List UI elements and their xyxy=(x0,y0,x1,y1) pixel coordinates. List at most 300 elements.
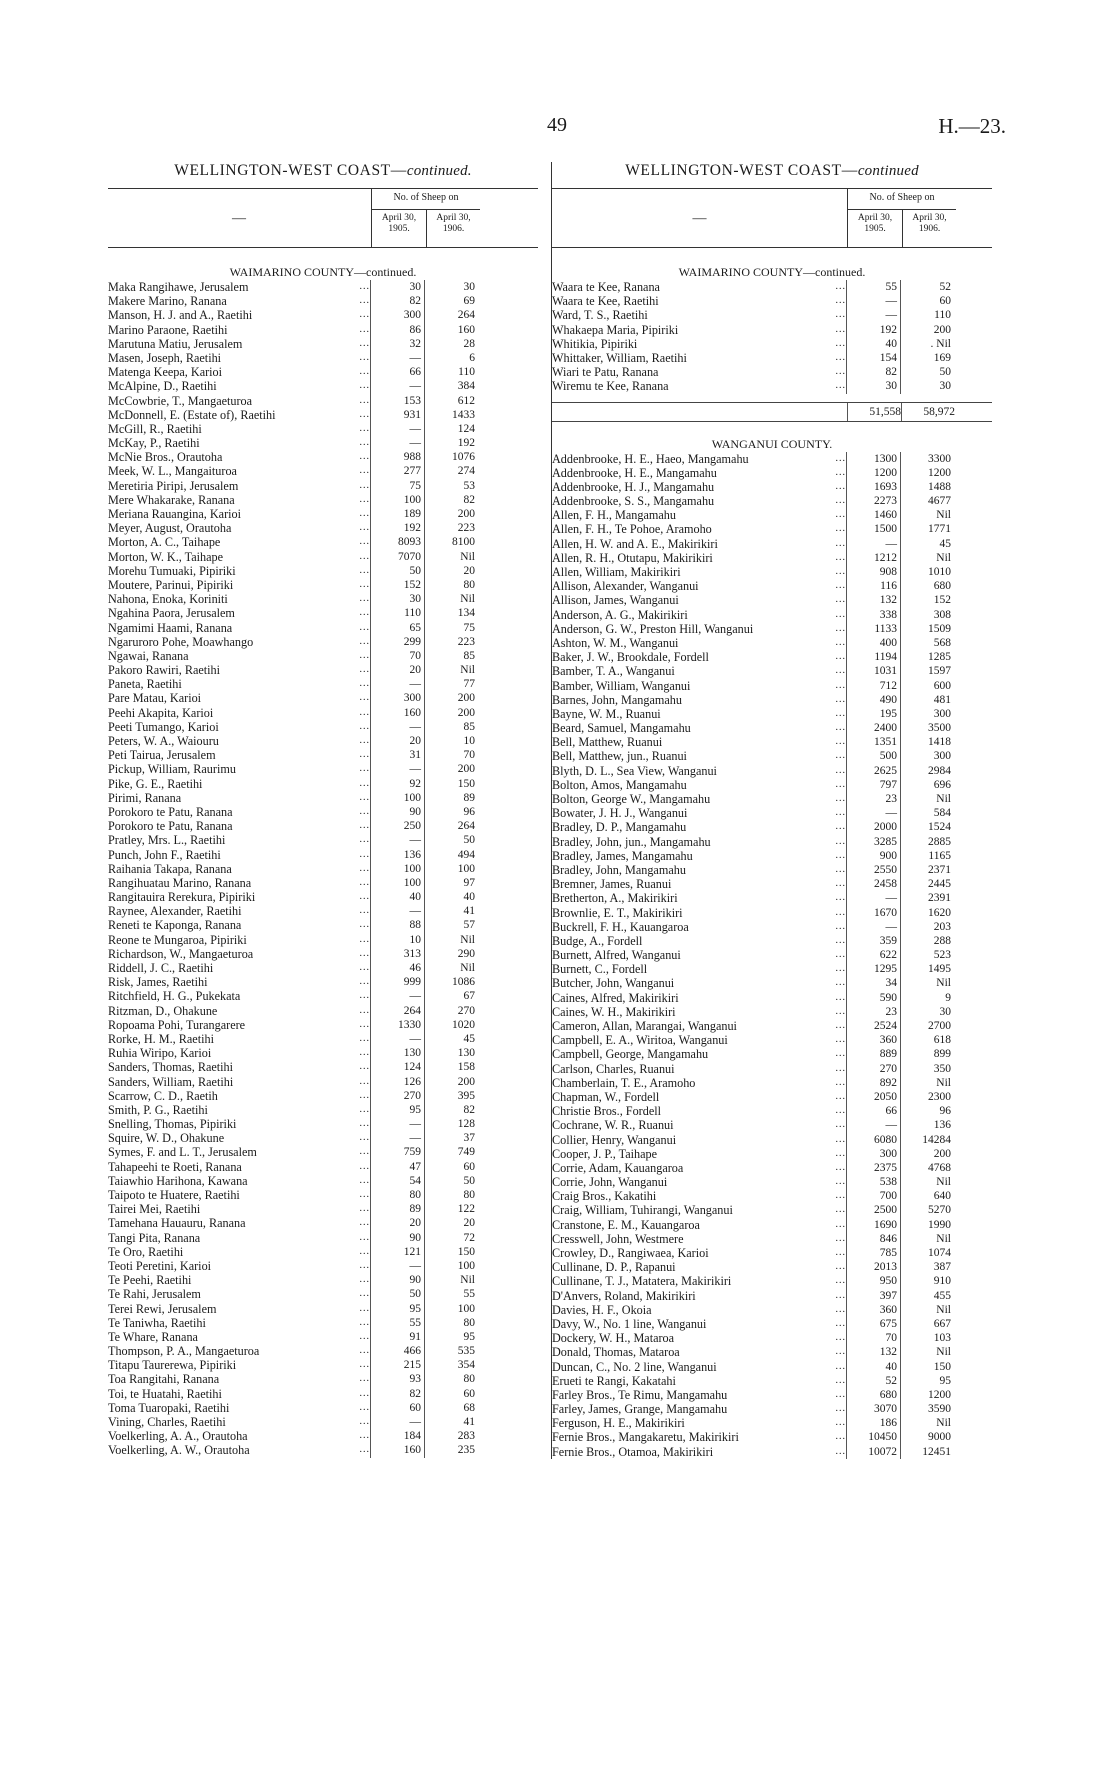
sheep-1905: 2458 xyxy=(846,877,901,891)
table-row xyxy=(108,606,538,620)
sheep-1906: 1086 xyxy=(452,976,475,989)
table-row xyxy=(552,1189,992,1203)
sheep-1906: 75 xyxy=(463,621,475,634)
sheep-1906: 523 xyxy=(933,949,951,962)
table-row xyxy=(552,664,992,678)
table-row xyxy=(552,735,992,749)
sheep-1905: 300 xyxy=(370,308,425,322)
table-row xyxy=(108,1358,538,1372)
sheep-1905: 1693 xyxy=(846,480,901,494)
sheep-1905: 55 xyxy=(370,1316,425,1330)
owner-name: Caines, Alfred, Makirikiri xyxy=(552,990,679,1005)
left-column-title xyxy=(108,162,538,188)
leader-dots: ... xyxy=(835,608,846,620)
sheep-1905: 40 xyxy=(370,890,425,904)
sheep-1906: Nil xyxy=(936,1076,951,1089)
sheep-1906: 69 xyxy=(463,295,475,308)
leader-dots: ... xyxy=(359,451,370,463)
owner-name: Cameron, Allan, Marangai, Wanganui xyxy=(552,1019,737,1033)
leader-dots: ... xyxy=(359,295,370,307)
owner-name: Voelkerling, A. A., Orautoha xyxy=(108,1429,248,1444)
owner-name: Bamber, T. A., Wanganui xyxy=(552,664,675,679)
sheep-1906: 128 xyxy=(457,1118,475,1131)
sheep-1906: 223 xyxy=(457,522,475,535)
leader-dots: ... xyxy=(835,594,846,606)
sheep-1905: — xyxy=(370,1117,425,1131)
sheep-1905: 121 xyxy=(370,1245,425,1259)
sheep-1905: 1300 xyxy=(846,452,901,466)
table-row xyxy=(108,280,538,294)
sheep-1906: 97 xyxy=(463,876,475,889)
table-row xyxy=(552,452,992,466)
owner-name: Mere Whakarake, Ranana xyxy=(108,492,235,507)
sheep-1905: — xyxy=(846,806,901,820)
sheep-1906: 4677 xyxy=(928,495,951,508)
sheep-1905: 2625 xyxy=(846,764,901,778)
table-row xyxy=(108,1103,538,1117)
table-row xyxy=(108,493,538,507)
table-row xyxy=(108,1032,538,1046)
table-row xyxy=(552,1388,992,1402)
table-row xyxy=(108,1075,538,1089)
section-heading-wanganui: WANGANUI COUNTY. xyxy=(711,436,833,451)
sheep-1905: 1200 xyxy=(846,466,901,480)
owner-name: Te Whare, Ranana xyxy=(108,1329,198,1344)
leader-dots: ... xyxy=(359,550,370,562)
owner-name: Symes, F. and L. T., Jerusalem xyxy=(108,1145,257,1160)
sheep-1906: 270 xyxy=(457,1004,475,1017)
leader-dots: ... xyxy=(835,1147,846,1159)
sheep-1905: 23 xyxy=(846,1005,901,1019)
sheep-1905: 20 xyxy=(370,734,425,748)
owner-name: Allen, H. W. and A. E., Makirikiri xyxy=(552,536,718,551)
table-row xyxy=(108,1004,538,1018)
header-dash: — xyxy=(692,211,707,226)
table-row xyxy=(108,1429,538,1443)
sheep-1905: 1330 xyxy=(370,1018,425,1032)
sheep-1906: 283 xyxy=(457,1430,475,1443)
owner-name: Ferguson, H. E., Makirikiri xyxy=(552,1416,685,1431)
owner-name: Brownlie, E. T., Makirikiri xyxy=(552,905,683,920)
leader-dots: ... xyxy=(359,1259,370,1271)
sheep-1905: 100 xyxy=(370,876,425,890)
sheep-1906: 288 xyxy=(933,934,951,947)
sheep-1906: 384 xyxy=(457,380,475,393)
table-row xyxy=(552,1147,992,1161)
sheep-1905: 675 xyxy=(846,1317,901,1331)
title-text: WELLINGTON-WEST COAST— xyxy=(625,162,858,179)
leader-dots: ... xyxy=(359,465,370,477)
left-table-body xyxy=(108,280,538,1458)
sheep-1906: 110 xyxy=(458,366,475,379)
sheep-1906: 55 xyxy=(463,1288,475,1301)
leader-dots: ... xyxy=(835,1133,846,1145)
owner-name: Budge, A., Fordell xyxy=(552,933,643,948)
sheep-1905: 500 xyxy=(846,749,901,763)
title-text: WELLINGTON-WEST COAST— xyxy=(174,162,407,179)
owner-name: McKay, P., Raetihi xyxy=(108,436,200,451)
table-header xyxy=(108,188,538,248)
leader-dots: ... xyxy=(835,821,846,833)
owner-name: Ngamimi Haami, Ranana xyxy=(108,620,233,635)
sheep-1905: — xyxy=(846,537,901,551)
leader-dots: ... xyxy=(359,848,370,860)
leader-dots: ... xyxy=(359,1174,370,1186)
owner-name: Whitikia, Pipiriki xyxy=(552,336,638,351)
sheep-1905: 82 xyxy=(370,294,425,308)
table-row xyxy=(108,1245,538,1259)
leader-dots: ... xyxy=(359,933,370,945)
document-code: H.—23. xyxy=(938,114,1006,138)
sheep-1905: — xyxy=(370,1131,425,1145)
leader-dots: ... xyxy=(359,380,370,392)
leader-dots: ... xyxy=(835,934,846,946)
sheep-1906: 354 xyxy=(457,1359,475,1372)
owner-name: Ward, T. S., Raetihi xyxy=(552,308,648,323)
sheep-1906: 136 xyxy=(933,1119,951,1132)
sheep-1906: 53 xyxy=(463,479,475,492)
sheep-1906: 200 xyxy=(933,1147,951,1160)
leader-dots: ... xyxy=(359,1118,370,1130)
leader-dots: ... xyxy=(835,380,846,392)
sheep-1906: 1074 xyxy=(928,1247,951,1259)
sheep-1906: Nil xyxy=(936,1346,951,1359)
owner-name: Marino Paraone, Raetihi xyxy=(108,322,228,337)
sheep-1906: 3500 xyxy=(928,722,951,735)
leader-dots: ... xyxy=(359,905,370,917)
sheep-1906: 169 xyxy=(933,351,951,364)
table-row xyxy=(108,1302,538,1316)
table-row xyxy=(108,1372,538,1386)
leader-dots: ... xyxy=(359,1132,370,1144)
table-row xyxy=(552,1019,992,1033)
owner-name: Toa Rangitahi, Ranana xyxy=(108,1372,220,1387)
sheep-1905: 20 xyxy=(370,663,425,677)
table-row xyxy=(552,1331,992,1345)
sheep-1905: — xyxy=(370,1259,425,1273)
leader-dots: ... xyxy=(835,1403,846,1415)
sheep-1906: 1165 xyxy=(928,849,951,862)
sheep-1905: 1460 xyxy=(846,508,901,522)
owner-name: Vining, Charles, Raetihi xyxy=(108,1415,226,1429)
table-row xyxy=(108,1089,538,1103)
leader-dots: ... xyxy=(835,863,846,875)
table-row xyxy=(552,1104,992,1118)
owner-name: Smith, P. G., Raetihi xyxy=(108,1102,208,1117)
owner-name: Ritzman, D., Ohakune xyxy=(108,1003,218,1018)
owner-name: Rangihuatau Marino, Ranana xyxy=(108,875,252,890)
sheep-1906: 1418 xyxy=(928,736,951,749)
sheep-1906: 152 xyxy=(933,594,951,607)
owner-name: Allen, F. H., Mangamahu xyxy=(552,508,676,523)
leader-dots: ... xyxy=(359,1018,370,1030)
leader-dots: ... xyxy=(359,1373,370,1385)
sheep-1906: 696 xyxy=(933,778,951,791)
table-row xyxy=(552,1118,992,1132)
owner-name: Bayne, W. M., Ruanui xyxy=(552,706,661,721)
owner-name: Risk, James, Raetihi xyxy=(108,975,208,990)
owner-name: Thompson, P. A., Mangaeturoa xyxy=(108,1344,260,1359)
sheep-1905: 846 xyxy=(846,1232,901,1246)
sheep-1906: 680 xyxy=(933,580,951,593)
sheep-1906: 95 xyxy=(939,1374,951,1387)
table-row xyxy=(108,308,538,322)
table-row xyxy=(552,1203,992,1217)
sheep-1905: 90 xyxy=(370,1231,425,1245)
owner-name: Carlson, Charles, Ruanui xyxy=(552,1061,675,1076)
table-row xyxy=(552,849,992,863)
leader-dots: ... xyxy=(359,763,370,775)
total-1905: 51,558 xyxy=(847,403,902,421)
leader-dots: ... xyxy=(359,1316,370,1328)
sheep-1906: 5270 xyxy=(928,1204,951,1217)
sheep-1906: Nil xyxy=(460,664,475,677)
owner-name: Ruhia Wiripo, Karioi xyxy=(108,1046,212,1061)
sheep-1906: 150 xyxy=(457,1245,475,1258)
table-row xyxy=(108,635,538,649)
owner-name: Campbell, E. A., Wiritoa, Wanganui xyxy=(552,1033,728,1048)
owner-name: Maka Rangihawe, Jerusalem xyxy=(108,280,249,294)
owner-name: Waara te Kee, Ranana xyxy=(552,280,660,294)
table-row xyxy=(552,537,992,551)
sheep-1905: — xyxy=(846,294,901,308)
sheep-1905: 759 xyxy=(370,1145,425,1159)
sheep-1906: 300 xyxy=(933,707,951,720)
owner-name: Addenbrooke, S. S., Mangamahu xyxy=(552,494,715,509)
sheep-1905: 132 xyxy=(846,1345,901,1359)
owner-name: Sanders, William, Raetihi xyxy=(108,1074,234,1089)
leader-dots: ... xyxy=(359,1444,370,1456)
sheep-1906: 2445 xyxy=(928,878,951,891)
sheep-1905: 82 xyxy=(846,365,901,379)
owner-name: McGill, R., Raetihi xyxy=(108,421,202,436)
owner-name: Terei Rewi, Jerusalem xyxy=(108,1301,217,1316)
table-row xyxy=(552,466,992,480)
sheep-1905: 47 xyxy=(370,1160,425,1174)
table-row xyxy=(552,1289,992,1303)
sheep-1905: 32 xyxy=(370,337,425,351)
leader-dots: ... xyxy=(835,1232,846,1244)
header-group-title: No. of Sheep on xyxy=(848,192,956,210)
table-row xyxy=(552,1345,992,1359)
owner-name: Corrie, John, Wanganui xyxy=(552,1175,668,1190)
table-row xyxy=(108,1018,538,1032)
leader-dots: ... xyxy=(359,891,370,903)
table-row xyxy=(552,778,992,792)
table-row xyxy=(552,1374,992,1388)
leader-dots: ... xyxy=(835,351,846,363)
table-row xyxy=(108,890,538,904)
table-row xyxy=(552,1430,992,1444)
table-row xyxy=(108,848,538,862)
table-row xyxy=(108,791,538,805)
leader-dots: ... xyxy=(835,764,846,776)
sheep-count-header xyxy=(371,189,480,247)
sheep-1906: 200 xyxy=(457,706,475,719)
sheep-1905: 10450 xyxy=(846,1430,901,1444)
leader-dots: ... xyxy=(835,566,846,577)
sheep-1905: 70 xyxy=(370,649,425,663)
leader-dots: ... xyxy=(835,523,846,535)
owner-name: Addenbrooke, H. E., Haeo, Mangamahu xyxy=(552,451,749,466)
header-1905: April 30, 1905. xyxy=(381,213,417,234)
leader-dots: ... xyxy=(359,621,370,633)
table-row xyxy=(552,337,992,351)
owner-name: Beard, Samuel, Mangamahu xyxy=(552,721,691,736)
owner-name: Pare Matau, Karioi xyxy=(108,691,202,706)
sheep-1906: 1010 xyxy=(928,566,951,578)
leader-dots: ... xyxy=(359,1160,370,1172)
sheep-1906: 667 xyxy=(933,1317,951,1330)
owner-name: Chamberlain, T. E., Aramoho xyxy=(552,1075,696,1090)
leader-dots: ... xyxy=(835,1247,846,1258)
sheep-1906: 68 xyxy=(463,1401,475,1414)
leader-dots: ... xyxy=(835,281,846,292)
sheep-1906: 910 xyxy=(933,1275,951,1288)
owner-name: Craig, William, Tuhirangi, Wanganui xyxy=(552,1203,733,1218)
sheep-1906: 41 xyxy=(463,1416,475,1428)
table-row xyxy=(108,975,538,989)
sheep-1905: 30 xyxy=(370,280,425,294)
sheep-1906: 300 xyxy=(933,750,951,763)
sheep-count-header xyxy=(847,189,956,247)
table-row xyxy=(552,764,992,778)
table-row xyxy=(108,1415,538,1429)
sheep-1905: 622 xyxy=(846,948,901,962)
table-row xyxy=(552,494,992,508)
sheep-1905: 86 xyxy=(370,323,425,337)
leader-dots: ... xyxy=(835,665,846,677)
sheep-1905: 50 xyxy=(370,1287,425,1301)
sheep-1906: 2391 xyxy=(928,892,951,905)
owner-name: Titapu Taurerewa, Pipiriki xyxy=(108,1358,237,1373)
table-row xyxy=(108,592,538,606)
sheep-1906: 82 xyxy=(463,1103,475,1116)
sheep-1906: 3590 xyxy=(928,1403,951,1416)
header-1906: April 30, 1906. xyxy=(912,213,947,234)
owner-name: Cooper, J. P., Taihape xyxy=(552,1146,658,1161)
table-row xyxy=(108,422,538,436)
sheep-1905: 785 xyxy=(846,1246,901,1260)
sheep-1906: 80 xyxy=(463,1316,475,1329)
table-row xyxy=(108,436,538,450)
sheep-1905: 50 xyxy=(370,564,425,578)
leader-dots: ... xyxy=(359,692,370,704)
table-row xyxy=(108,904,538,918)
table-row xyxy=(552,579,992,593)
sheep-1906: 80 xyxy=(463,1373,475,1386)
leader-dots: ... xyxy=(835,495,846,507)
leader-dots: ... xyxy=(359,834,370,846)
owner-name: Collier, Henry, Wanganui xyxy=(552,1132,677,1147)
owner-name: Farley Bros., Te Rimu, Mangamahu xyxy=(552,1387,728,1402)
sheep-1906: 200 xyxy=(457,508,475,520)
sheep-1905: — xyxy=(370,720,425,734)
sheep-1906: 1620 xyxy=(928,906,951,919)
leader-dots: ... xyxy=(835,1346,846,1358)
sheep-1905: 95 xyxy=(370,1302,425,1316)
sheep-1905: 2000 xyxy=(846,820,901,834)
owner-name: Ropoama Pohi, Turangarere xyxy=(108,1017,246,1032)
sheep-1906: 158 xyxy=(457,1061,475,1074)
table-row xyxy=(108,408,538,422)
owner-name: Blyth, D. L., Sea View, Wanganui xyxy=(552,763,717,778)
table-row xyxy=(108,379,538,393)
sheep-1905: 2400 xyxy=(846,721,901,735)
table-row xyxy=(108,1060,538,1074)
table-row xyxy=(552,379,992,393)
sheep-1906: 600 xyxy=(933,679,951,692)
owner-name: Anderson, G. W., Preston Hill, Wanganui xyxy=(552,621,754,636)
leader-dots: ... xyxy=(835,963,846,975)
sheep-1905: 91 xyxy=(370,1330,425,1344)
sheep-1906: 37 xyxy=(463,1132,475,1145)
sheep-1905: 1194 xyxy=(846,650,901,664)
table-row xyxy=(552,351,992,365)
sheep-1906: 6 xyxy=(469,351,475,364)
table-row xyxy=(108,1316,538,1330)
leader-dots: ... xyxy=(359,735,370,746)
owner-name: Anderson, A. G., Makirikiri xyxy=(552,607,688,622)
leader-dots: ... xyxy=(835,309,846,321)
owner-name: Whittaker, William, Raetihi xyxy=(552,350,687,365)
leader-dots: ... xyxy=(359,820,370,832)
leader-dots: ... xyxy=(359,749,370,761)
owner-name: Bradley, John, jun., Mangamahu xyxy=(552,834,711,849)
sheep-1905: 931 xyxy=(370,408,425,422)
sheep-1905: 360 xyxy=(846,1033,901,1047)
leader-dots: ... xyxy=(835,849,846,861)
owner-name: Meretiria Piripi, Jerusalem xyxy=(108,478,239,493)
sheep-1906: . Nil xyxy=(930,337,951,350)
sheep-1906: 89 xyxy=(463,791,475,804)
owner-name: Buckrell, F. H., Kauangaroa xyxy=(552,919,689,934)
sheep-1905: 2375 xyxy=(846,1161,901,1175)
sheep-1906: 1495 xyxy=(928,963,951,976)
header-1906: April 30, 1906. xyxy=(436,213,471,234)
owner-name: Raynee, Alexander, Raetihi xyxy=(108,904,242,919)
right-column xyxy=(551,162,992,1459)
sheep-1905: 1500 xyxy=(846,522,901,536)
sheep-1906: 150 xyxy=(457,777,475,790)
table-row xyxy=(108,833,538,847)
leader-dots: ... xyxy=(359,1004,370,1016)
sheep-1906: 200 xyxy=(457,692,475,705)
sheep-1906: 96 xyxy=(463,805,475,818)
owner-name: Meriana Rauangina, Karioi xyxy=(108,507,241,521)
owner-name: Morton, W. K., Taihape xyxy=(108,549,224,564)
leader-dots: ... xyxy=(359,1103,370,1115)
sheep-1905: 186 xyxy=(846,1416,901,1430)
owner-name: Bremner, James, Ruanui xyxy=(552,877,672,892)
sheep-1905: 2050 xyxy=(846,1090,901,1104)
sheep-1905: 2013 xyxy=(846,1260,901,1274)
owner-name: McDonnell, E. (Estate of), Raetihi xyxy=(108,407,276,422)
table-row xyxy=(108,464,538,478)
sheep-1905: 92 xyxy=(370,777,425,791)
owner-name: Corrie, Adam, Kauangaroa xyxy=(552,1160,684,1175)
leader-dots: ... xyxy=(359,508,370,519)
sheep-1905: 89 xyxy=(370,1202,425,1216)
table-row xyxy=(552,976,992,990)
table-row xyxy=(552,1090,992,1104)
sheep-1905: 466 xyxy=(370,1344,425,1358)
leader-dots: ... xyxy=(835,807,846,819)
sheep-1905: 299 xyxy=(370,635,425,649)
leader-dots: ... xyxy=(835,1034,846,1046)
leader-dots: ... xyxy=(359,1288,370,1300)
table-row xyxy=(552,1260,992,1274)
